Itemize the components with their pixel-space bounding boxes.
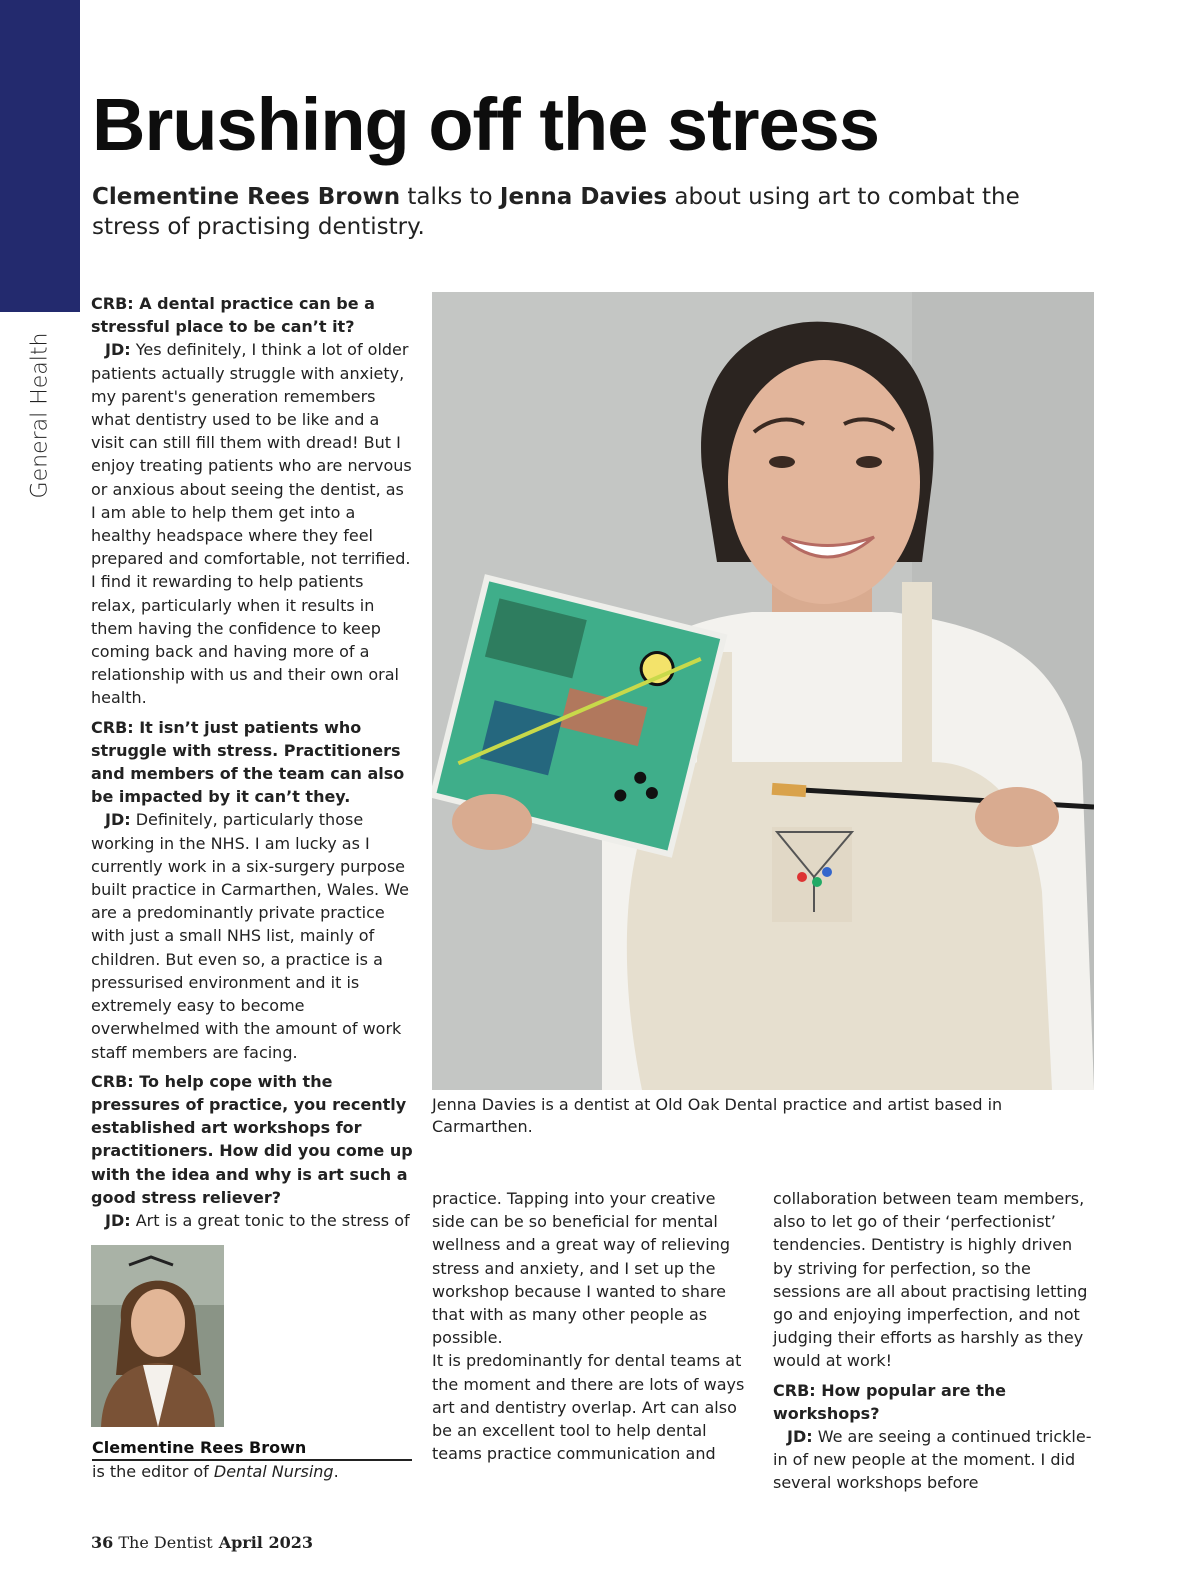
question: CRB: It isn’t just patients who struggle with stress. Practitioners and members of the team can also be impacted by it can’t they. (91, 717, 405, 807)
article-column-1 (91, 292, 413, 1232)
headline: Brushing off the stress (92, 83, 879, 166)
answer: JD: Art is a great tonic to the stress of (105, 1210, 410, 1230)
paragraph: It is predominantly for dental teams at the moment and there are lots of ways art and dentistry overlap. Art can also be an excellent tool to help dental teams practice communication and (432, 1351, 745, 1464)
question: CRB: To help cope with the pressures of practice, you recently established art workshops for practitioners. How did you come up with the idea and why is art such a good stress reliever? (91, 1071, 413, 1207)
photo-caption: Jenna Davies is a dentist at Old Oak Dental practice and artist based in Carmarthen. (432, 1095, 1003, 1136)
feature-photo (432, 292, 1094, 1090)
article-column-2 (432, 1187, 750, 1465)
page-footer (91, 1533, 313, 1552)
answer: JD: We are seeing a continued trickle-in of new people at the moment. I did several workshops before (773, 1427, 1092, 1493)
article-column-3 (773, 1187, 1095, 1495)
author-description: is the editor of Dental Nursing. (92, 1462, 339, 1481)
paragraph: practice. Tapping into your creative side can be so beneficial for mental wellness and a great way of relieving stress and anxiety, and I set up the workshop because I wanted to share that with as many other people as possible. (432, 1189, 730, 1348)
page-number: 36 (91, 1533, 114, 1552)
author-bio (92, 1437, 412, 1482)
question: CRB: A dental practice can be a stressful place to be can’t it? (91, 294, 375, 337)
author-name: Clementine Rees Brown (92, 1437, 412, 1461)
publication-title: Dental Nursing (213, 1462, 334, 1481)
author-photo (91, 1245, 224, 1427)
paragraph: collaboration between team members, also to let go of their ‘perfectionist’ tendencies. Dentistry is highly driven by striving for perfection, so the sessions are all about practising letting go and enjoying imperfection, and not judging their efforts as harshly as they would at work! (773, 1189, 1088, 1371)
issue-date: April 2023 (218, 1533, 313, 1552)
question: CRB: How popular are the workshops? (773, 1380, 1006, 1423)
standfirst-subject: Jenna Davies (499, 184, 668, 210)
section-label: General Health (27, 332, 53, 498)
standfirst: Clementine Rees Brown talks to Jenna Davies about using art to combat the stress of practising dentistry. (92, 184, 1020, 240)
answer: JD: Definitely, particularly those working in the NHS. I am lucky as I currently work in a six-surgery purpose built practice in Carmarthen, Wales. We are a predominantly private practice with just a small NHS list, mainly of children. But even so, a practice is a pressurised environment and it is extremely easy to become overwhelmed with the amount of work staff members are facing. (91, 810, 409, 1062)
standfirst-author: Clementine Rees Brown (92, 184, 401, 210)
section-color-bar (0, 0, 80, 312)
answer: JD: Yes definitely, I think a lot of older patients actually struggle with anxiety, my parent's generation remembers what dentistry used to be like and a visit can still fill them with dread! But I enjoy treating patients who are nervous or anxious about seeing the dentist, as I am able to help them get into a healthy headspace where they feel prepared and comfortable, not terrified. I find it rewarding to help patients relax, particularly when it results in them having the confidence to keep coming back and having more of a relationship with us and their own oral health. (91, 340, 412, 708)
publication-name: The Dentist (118, 1533, 213, 1552)
